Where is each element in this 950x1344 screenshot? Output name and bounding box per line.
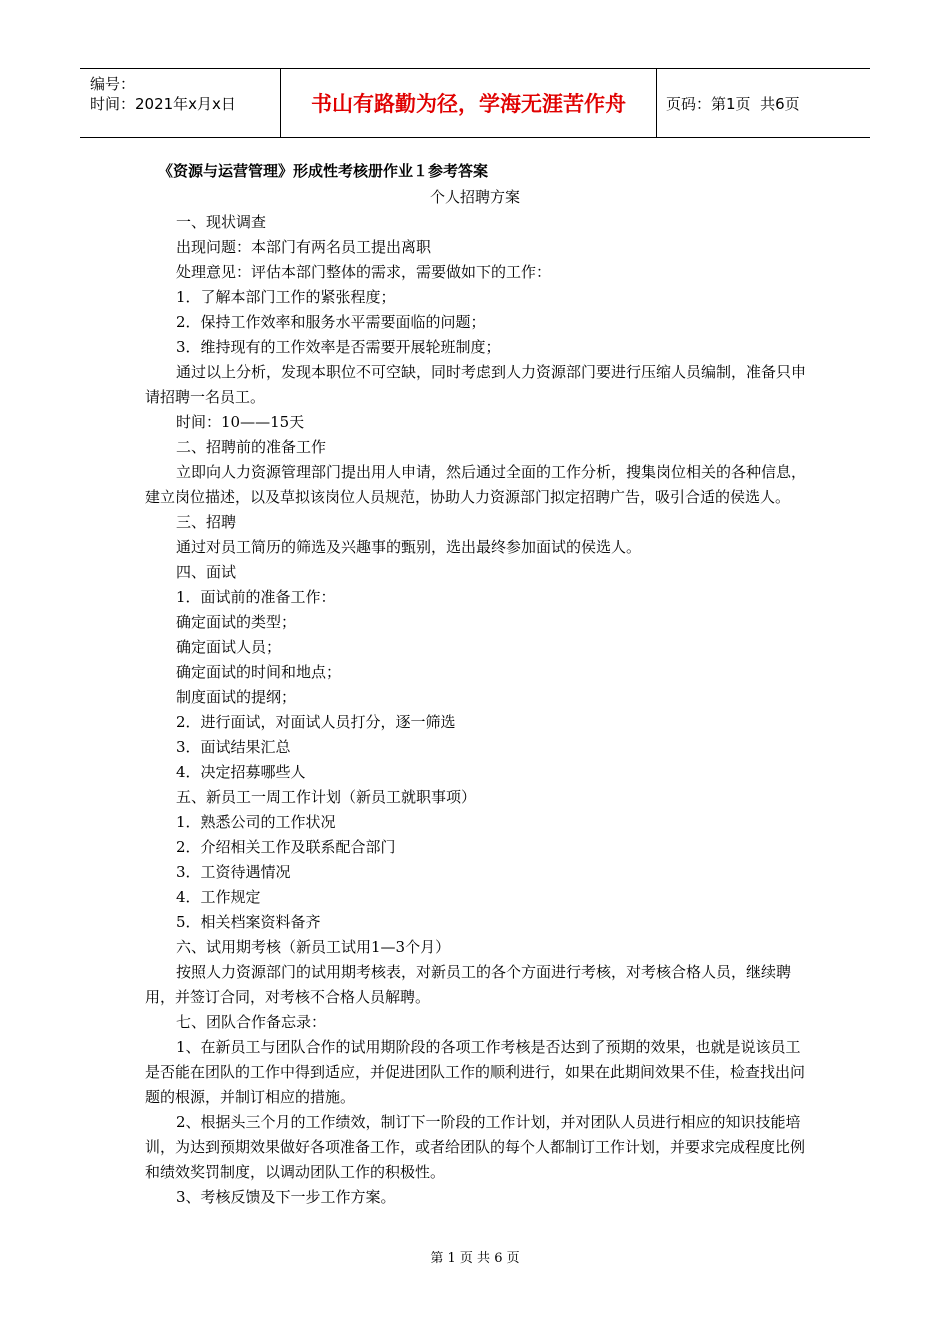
paragraph: 1、在新员工与团队合作的试用期阶段的各项工作考核是否达到了预期的效果，也就是说该员工是否能在团队的工作中得到适应，并促进团队工作的顺利进行，如果在此期间效果不佳，检查找出问题的根源，并制订相应的措施。 bbox=[145, 1038, 806, 1106]
header-divider bbox=[656, 69, 657, 137]
paragraph: 2、根据头三个月的工作绩效，制订下一阶段的工作计划，并对团队人员进行相应的知识技能培训，为达到预期效果做好各项准备工作，或者给团队的每个人都制订工作计划，并要求完成程度比例和绩效奖罚制度，以调动团队工作的积极性。 bbox=[145, 1113, 806, 1181]
paragraph: 3、考核反馈及下一步工作方案。 bbox=[176, 1188, 396, 1206]
list-item: 确定面试的时间和地点； bbox=[176, 663, 342, 681]
section-heading: 七、团队合作备忘录： bbox=[176, 1013, 327, 1031]
paragraph: 通过以上分析，发现本职位不可空缺，同时考虑到人力资源部门要进行压缩人员编制，准备只申请招聘一名员工。 bbox=[145, 363, 807, 406]
list-item: 4．工作规定 bbox=[176, 888, 261, 906]
list-item: 2．介绍相关工作及联系配合部门 bbox=[176, 838, 396, 856]
paragraph: 通过对员工简历的筛选及兴趣事的甄别，选出最终参加面试的侯选人。 bbox=[176, 538, 642, 556]
page-footer: 第 1 页 共 6 页 bbox=[430, 1251, 520, 1266]
document-subtitle: 个人招聘方案 bbox=[429, 188, 520, 206]
paragraph: 处理意见：评估本部门整体的需求，需要做如下的工作： bbox=[176, 263, 552, 281]
list-item: 1．了解本部门工作的紧张程度； bbox=[176, 288, 396, 306]
list-item: 3．维持现有的工作效率是否需要开展轮班制度； bbox=[176, 338, 501, 356]
paragraph: 出现问题：本部门有两名员工提出离职 bbox=[176, 238, 432, 256]
document-body bbox=[145, 210, 815, 1210]
section-heading: 四、面试 bbox=[176, 563, 237, 581]
document-title: 《资源与运营管理》形成性考核册作业１参考答案 bbox=[158, 162, 489, 180]
paragraph: 按照人力资源部门的试用期考核表，对新员工的各个方面进行考核，对考核合格人员，继续聘用，并签订合同，对考核不合格人员解聘。 bbox=[145, 963, 792, 1006]
list-item: 1．面试前的准备工作： bbox=[176, 588, 336, 606]
section-heading: 一、现状调查 bbox=[176, 213, 267, 231]
section-heading: 二、招聘前的准备工作 bbox=[176, 438, 327, 456]
header-page-info: 页码：第1页 共6页 bbox=[666, 94, 800, 113]
paragraph: 时间：10——15天 bbox=[176, 413, 305, 431]
header-meta bbox=[80, 69, 280, 137]
list-item: 确定面试的类型； bbox=[176, 613, 297, 631]
header-motto: 书山有路勤为径，学海无涯苦作舟 bbox=[311, 92, 626, 116]
list-item: 1．熟悉公司的工作状况 bbox=[176, 813, 336, 831]
section-heading: 六、试用期考核（新员工试用1—3个月） bbox=[176, 938, 451, 956]
section-heading: 三、招聘 bbox=[176, 513, 237, 531]
list-item: 2．进行面试，对面试人员打分，逐一筛选 bbox=[176, 713, 456, 731]
list-item: 确定面试人员； bbox=[176, 638, 282, 656]
page-header bbox=[80, 68, 870, 138]
document-date: 时间：2021年x月x日 bbox=[90, 95, 236, 113]
paragraph: 立即向人力资源管理部门提出用人申请，然后通过全面的工作分析，搜集岗位相关的各种信息，建立岗位描述，以及草拟该岗位人员规范，协助人力资源部门拟定招聘广告，吸引合适的侯选人。 bbox=[145, 463, 807, 506]
list-item: 3．面试结果汇总 bbox=[176, 738, 291, 756]
document-number-label: 编号： bbox=[90, 75, 136, 93]
list-item: 制度面试的提纲； bbox=[176, 688, 297, 706]
section-heading: 五、新员工一周工作计划（新员工就职事项） bbox=[176, 788, 477, 806]
list-item: 4．决定招募哪些人 bbox=[176, 763, 306, 781]
list-item: 2．保持工作效率和服务水平需要面临的问题； bbox=[176, 313, 486, 331]
list-item: 3．工资待遇情况 bbox=[176, 863, 291, 881]
list-item: 5．相关档案资料备齐 bbox=[176, 913, 321, 931]
